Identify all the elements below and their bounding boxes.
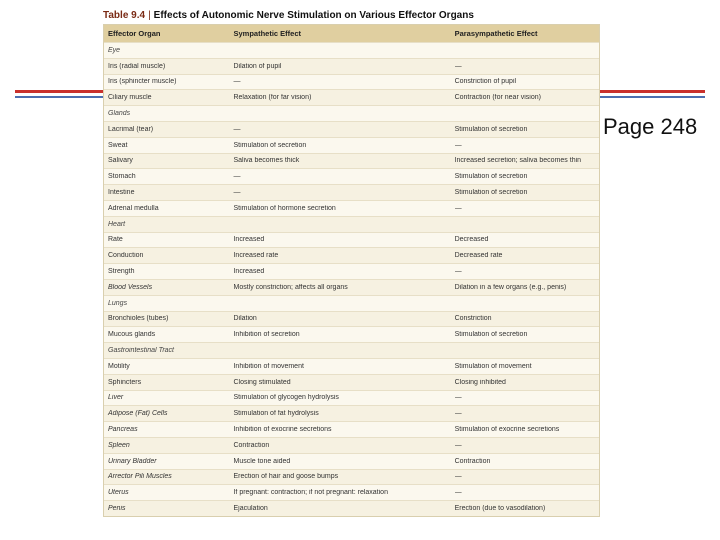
cell-sympathetic: Dilation of pupil [233,62,282,70]
cell-organ: Ciliary muscle [108,94,152,102]
cell-parasympathetic: — [454,141,462,149]
cell-parasympathetic: — [454,441,462,449]
cell-sympathetic: Contraction [233,441,270,449]
cell-parasympathetic: Stimulation of movement [454,362,532,370]
cell-sympathetic: Muscle tone aided [233,457,291,465]
cell-sympathetic: Increased [233,268,265,276]
table-row [104,153,599,169]
cell-parasympathetic: Erection (due to vasodilation) [454,505,546,512]
cell-parasympathetic: — [454,410,462,418]
cell-parasympathetic: Stimulation of exocrine secretions [454,426,560,434]
header-parasympathetic: Parasympathetic Effect [454,29,538,38]
cell-organ: Sphincters [108,378,142,386]
table-row [104,263,599,279]
cell-organ: Lacrimal (tear) [108,125,154,133]
cell-sympathetic: Ejaculation [233,505,268,512]
table-row [104,58,599,74]
cell-sympathetic: — [233,189,241,197]
cell-sympathetic: Inhibition of movement [233,362,304,370]
cell-sympathetic: Erection of hair and goose bumps [233,473,339,481]
table-row [104,484,599,500]
table-row [104,74,599,90]
cell-sympathetic: Stimulation of fat hydrolysis [233,410,319,418]
table-row [104,295,599,311]
caption-separator: | [148,10,151,21]
cell-parasympathetic: Contraction (for near vision) [454,94,541,102]
cell-organ: Penis [108,505,126,512]
cell-organ: Intestine [108,189,135,197]
cell-parasympathetic: — [454,62,462,70]
table-row [104,89,599,105]
table-row [104,168,599,184]
cell-organ: Gastrointestinal Tract [108,347,175,355]
table-row [104,469,599,485]
cell-parasympathetic: Closing inhibited [454,378,506,386]
cell-parasympathetic: Decreased rate [454,252,503,260]
cell-parasympathetic: — [454,204,462,212]
table-row [104,121,599,137]
cell-parasympathetic: Dilation in a few organs (e.g., penis) [454,283,567,291]
cell-parasympathetic: — [454,473,462,481]
effector-table [103,8,600,517]
cell-organ: Eye [108,46,121,54]
cell-sympathetic: Stimulation of hormone secretion [233,204,336,212]
table-header [104,25,599,42]
cell-organ: Bronchioles (tubes) [108,315,169,323]
cell-organ: Glands [108,110,131,118]
cell-organ: Adipose (Fat) Cells [108,410,168,418]
cell-parasympathetic: Stimulation of secretion [454,173,528,181]
table-row [104,311,599,327]
cell-sympathetic: Inhibition of secretion [233,331,300,339]
cell-sympathetic: Stimulation of secretion [233,141,307,149]
cell-sympathetic: Closing stimulated [233,378,291,386]
cell-organ: Uterus [108,489,129,497]
table-row [104,500,599,516]
table-row [104,247,599,263]
cell-parasympathetic: Stimulation of secretion [454,189,528,197]
cell-organ: Motility [108,362,130,370]
table-title: Effects of Autonomic Nerve Stimulation on Various Effector Organs [153,10,474,21]
cell-sympathetic: — [233,173,241,181]
header-effector-organ: Effector Organ [108,29,161,38]
cell-organ: Salivary [108,157,133,165]
cell-sympathetic: — [233,78,241,86]
table-rows [104,42,599,516]
table-row [104,374,599,390]
cell-organ: Blood Vessels [108,283,153,291]
cell-parasympathetic: Constriction [454,315,492,323]
table-row [104,437,599,453]
table-row [104,216,599,232]
table-row [104,342,599,358]
cell-organ: Sweat [108,141,128,149]
table-row [104,453,599,469]
cell-organ: Strength [108,268,135,276]
cell-parasympathetic: — [454,268,462,276]
table-row [104,105,599,121]
cell-organ: Arrector Pili Muscles [108,473,172,481]
cell-parasympathetic: Decreased [454,236,489,244]
table-row [104,184,599,200]
cell-organ: Liver [108,394,124,402]
table-row [104,326,599,342]
cell-sympathetic: Inhibition of exocrine secretions [233,426,332,434]
cell-sympathetic: If pregnant: contraction; if not pregnant: relaxation [233,489,388,497]
cell-parasympathetic: Contraction [454,457,491,465]
cell-organ: Urinary Bladder [108,457,157,465]
page-number: Page 248 [603,114,698,139]
table-row [104,42,599,58]
cell-parasympathetic: — [454,489,462,497]
cell-parasympathetic: Stimulation of secretion [454,331,528,339]
cell-organ: Pancreas [108,426,138,434]
cell-organ: Lungs [108,299,128,307]
cell-sympathetic: Saliva becomes thick [233,157,300,165]
table-row [104,279,599,295]
cell-organ: Stomach [108,173,136,181]
cell-parasympathetic: — [454,394,462,402]
cell-organ: Adrenal medulla [108,204,159,212]
table-row [104,200,599,216]
cell-organ: Iris (radial muscle) [108,62,166,70]
table-body [103,24,600,517]
cell-parasympathetic: Stimulation of secretion [454,125,528,133]
cell-sympathetic: Stimulation of glycogen hydrolysis [233,394,339,402]
cell-parasympathetic: Constriction of pupil [454,78,517,86]
cell-sympathetic: Dilation [233,315,257,323]
cell-sympathetic: Increased [233,236,265,244]
cell-organ: Conduction [108,252,144,260]
table-row [104,232,599,248]
cell-organ: Heart [108,220,126,228]
cell-sympathetic: Increased rate [233,252,279,260]
header-sympathetic: Sympathetic Effect [233,29,302,38]
table-row [104,137,599,153]
cell-sympathetic: — [233,125,241,133]
table-row [104,421,599,437]
cell-organ: Spleen [108,441,130,449]
cell-parasympathetic: Increased secretion; saliva becomes thin [454,157,582,165]
table-row [104,390,599,406]
table-number: Table 9.4 [103,10,146,21]
cell-organ: Iris (sphincter muscle) [108,78,177,86]
cell-organ: Rate [108,236,123,244]
cell-sympathetic: Relaxation (for far vision) [233,94,312,102]
table-row [104,358,599,374]
table-caption [103,8,600,24]
cell-sympathetic: Mostly constriction; affects all organs [233,283,348,291]
table-row [104,405,599,421]
cell-organ: Mucous glands [108,331,156,339]
